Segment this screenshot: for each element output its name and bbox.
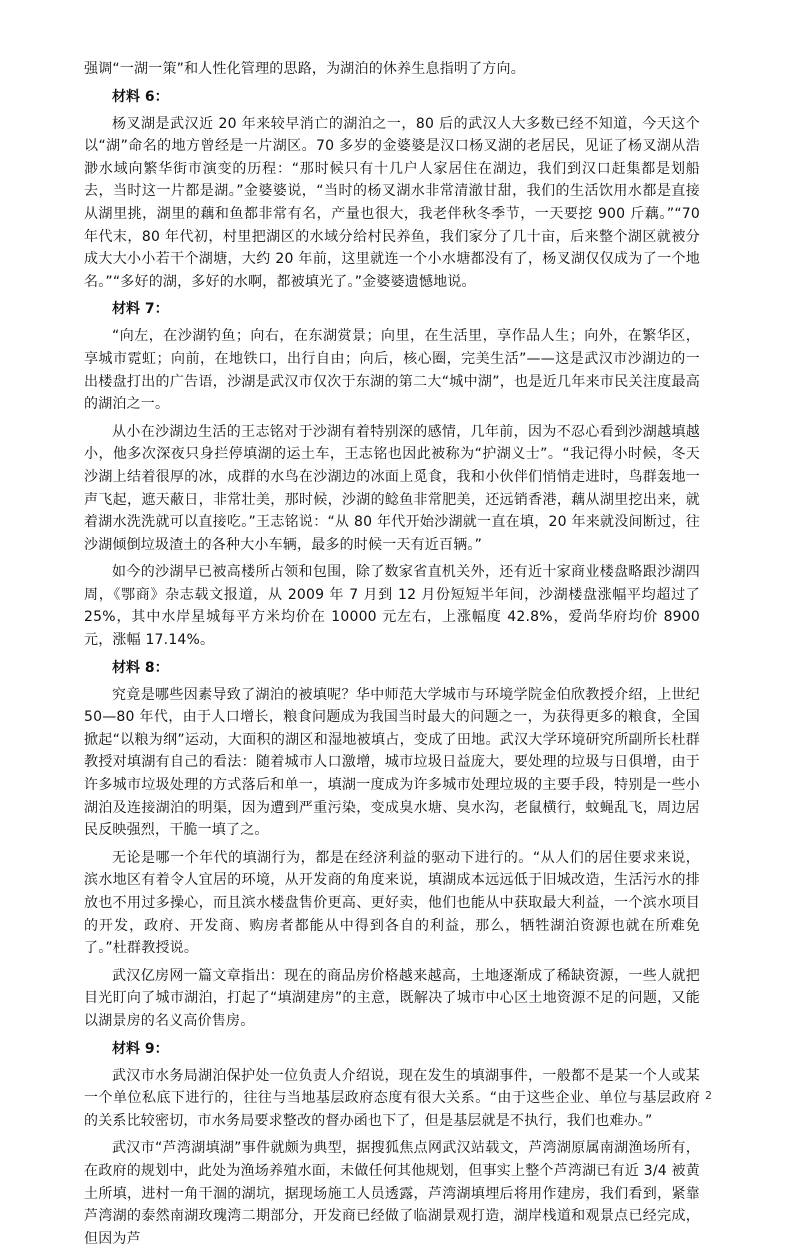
paragraph: 武汉市“芦湾湖填湖”事件就颇为典型，据搜狐焦点网武汉站载文，芦湾湖原属南湖渔场所有，在政府的规划中，此处为渔场养殖水面，未做任何其他规划，但事实上整个芦湾湖已有近 3/4 被黄土所填，进村一角干涸的湖坑，据现场施工人员透露，芦湾湖填埋后将用作建房，我们看到，紧靠芦湾湖的泰然南湖玫瑰湾二期部分，开发商已经做了临湖景观打造，湖岸栈道和观景点已经完成，但因为芦 [84, 1140, 700, 1247]
material-heading: 材料 6： [112, 88, 169, 105]
paragraph: 无论是哪一个年代的填湖行为，都是在经济利益的驱动下进行的。“从人们的居住要求来说，滨水地区有着令人宜居的环境，从开发商的角度来说，填湖成本远远低于旧城改造，生活污水的排放也不用过多操心，而且滨水楼盘售价更高、更好卖，他们也能从中获取最大利益，一个滨水项目的开发，政府、开发商、购房者都能从中得到各自的利益，那么，牺牲湖泊资源也就在所难免了。”杜群教授说。 [84, 849, 700, 957]
paragraph: 强调“一湖一策”和人性化管理的思路，为湖泊的休养生息指明了方向。 [84, 61, 525, 77]
paragraph: 从小在沙湖边生活的王志铭对于沙湖有着特别深的感情，几年前，因为不忍心看到沙湖越填越小，他多次深夜只身拦停填湖的运土车，王志铭也因此被称为“护湖义士”。“我记得小时候，冬天沙湖上结着很厚的冰，成群的水鸟在沙湖边的冰面上觅食，我和小伙伴们悄悄走进时，鸟群轰地一声飞起，遮天蔽日，非常壮美，那时候，沙湖的鲶鱼非常肥美，还远销香港，藕从湖里挖出来，就着湖水洗洗就可以直接吃。”王志铭说：“从 80 年代开始沙湖就一直在填，20 年来就没间断过，往沙湖倾倒垃圾渣土的各种大小车辆，最多的时候一天有近百辆。” [84, 423, 700, 553]
paragraph: 如今的沙湖早已被高楼所占领和包围，除了数家省直机关外，还有近十家商业楼盘略跟沙湖四周，《鄂商》杂志载文报道，从 2009 年 7 月到 12 月份短短半年间，沙湖楼盘涨幅平均超过了 25%，其中水岸星城每平方米均价在 10000 元左右，上涨幅度 42.8%，爱尚华府均价 8900 元，涨幅 17.14%。 [84, 564, 700, 649]
material-heading: 材料 9： [112, 1040, 169, 1057]
paragraph: 武汉亿房网一篇文章指出：现在的商品房价格越来越高，土地逐渐成了稀缺资源，一些人就把目光盯向了城市湖泊，打起了“填湖建房”的主意，既解决了城市中心区土地资源不足的问题，又能以湖景房的名义高价售房。 [84, 967, 700, 1029]
page-number: 2 [705, 1089, 712, 1102]
document-body [84, 58, 700, 1250]
paragraph: 武汉市水务局湖泊保护处一位负责人介绍说，现在发生的填湖事件，一般都不是某一个人或某一个单位私底下进行的，往往与当地基层政府态度有很大关系。“由于这些企业、单位与基层政府的关系比较密切，市水务局要求整改的督办函也下了，但是基层就是不执行，我们也难办。” [84, 1067, 700, 1129]
material-heading: 材料 7： [112, 301, 169, 318]
paragraph: 杨叉湖是武汉近 20 年来较早消亡的湖泊之一，80 后的武汉人大多数已经不知道，今天这个以“湖”命名的地方曾经是一片湖区。70 多岁的金婆婆是汉口杨叉湖的老居民，见证了杨叉湖从浩渺水域向繁华街市演变的历程：“那时候只有十几户人家居住在湖边，我们到汉口赶集都是划船去，当时这一片都是湖。”金婆婆说，“当时的杨叉湖水非常清澈甘甜，我们的生活饮用水都是直接从湖里挑，湖里的藕和鱼都非常有名，产量也很大，我老伴秋冬季节，一天要挖 900 斤藕。”“70 年代末，80 年代初，村里把湖区的水域分给村民养鱼，我们家分了几十亩，后来整个湖区就被分成大大小小若干个湖塘，大约 20 年前，这里就连一个小水塘都没有了，杨叉湖仅仅成为了一个地名。”“多好的湖，多好的水啊，都被填光了。”金婆婆遗憾地说。 [84, 115, 700, 290]
material-heading: 材料 8： [112, 659, 169, 676]
paragraph: 究竟是哪些因素导致了湖泊的被填呢？华中师范大学城市与环境学院金伯欣教授介绍，上世纪 50—80 年代，由于人口增长，粮食问题成为我国当时最大的问题之一，为获得更多的粮食，全国掀起“以粮为纲”运动，大面积的湖区和湿地被填占，变成了田地。武汉大学环境研究所副所长杜群教授对填湖有自己的看法：随着城市人口激增，城市垃圾日益庞大，要处理的垃圾与日俱增，由于许多城市垃圾处理的方式落后和单一，填湖一度成为许多城市处理垃圾的主要手段，特别是一些小湖泊及连接湖泊的明渠，因为遭到严重污染，变成臭水塘、臭水沟，老鼠横行，蚊蝇乱飞，周边居民反映强烈，干脆一填了之。 [84, 686, 700, 839]
paragraph: “向左，在沙湖钓鱼；向右，在东湖赏景；向里，在生活里，享作品人生；向外，在繁华区，享城市霓虹；向前，在地铁口，出行自由；向后，核心圈，完美生活”——这是武汉市沙湖边的一出楼盘打出的广告语，沙湖是武汉市仅次于东湖的第二大“城中湖”，也是近几年来市民关注度最高的湖泊之一。 [84, 328, 700, 413]
